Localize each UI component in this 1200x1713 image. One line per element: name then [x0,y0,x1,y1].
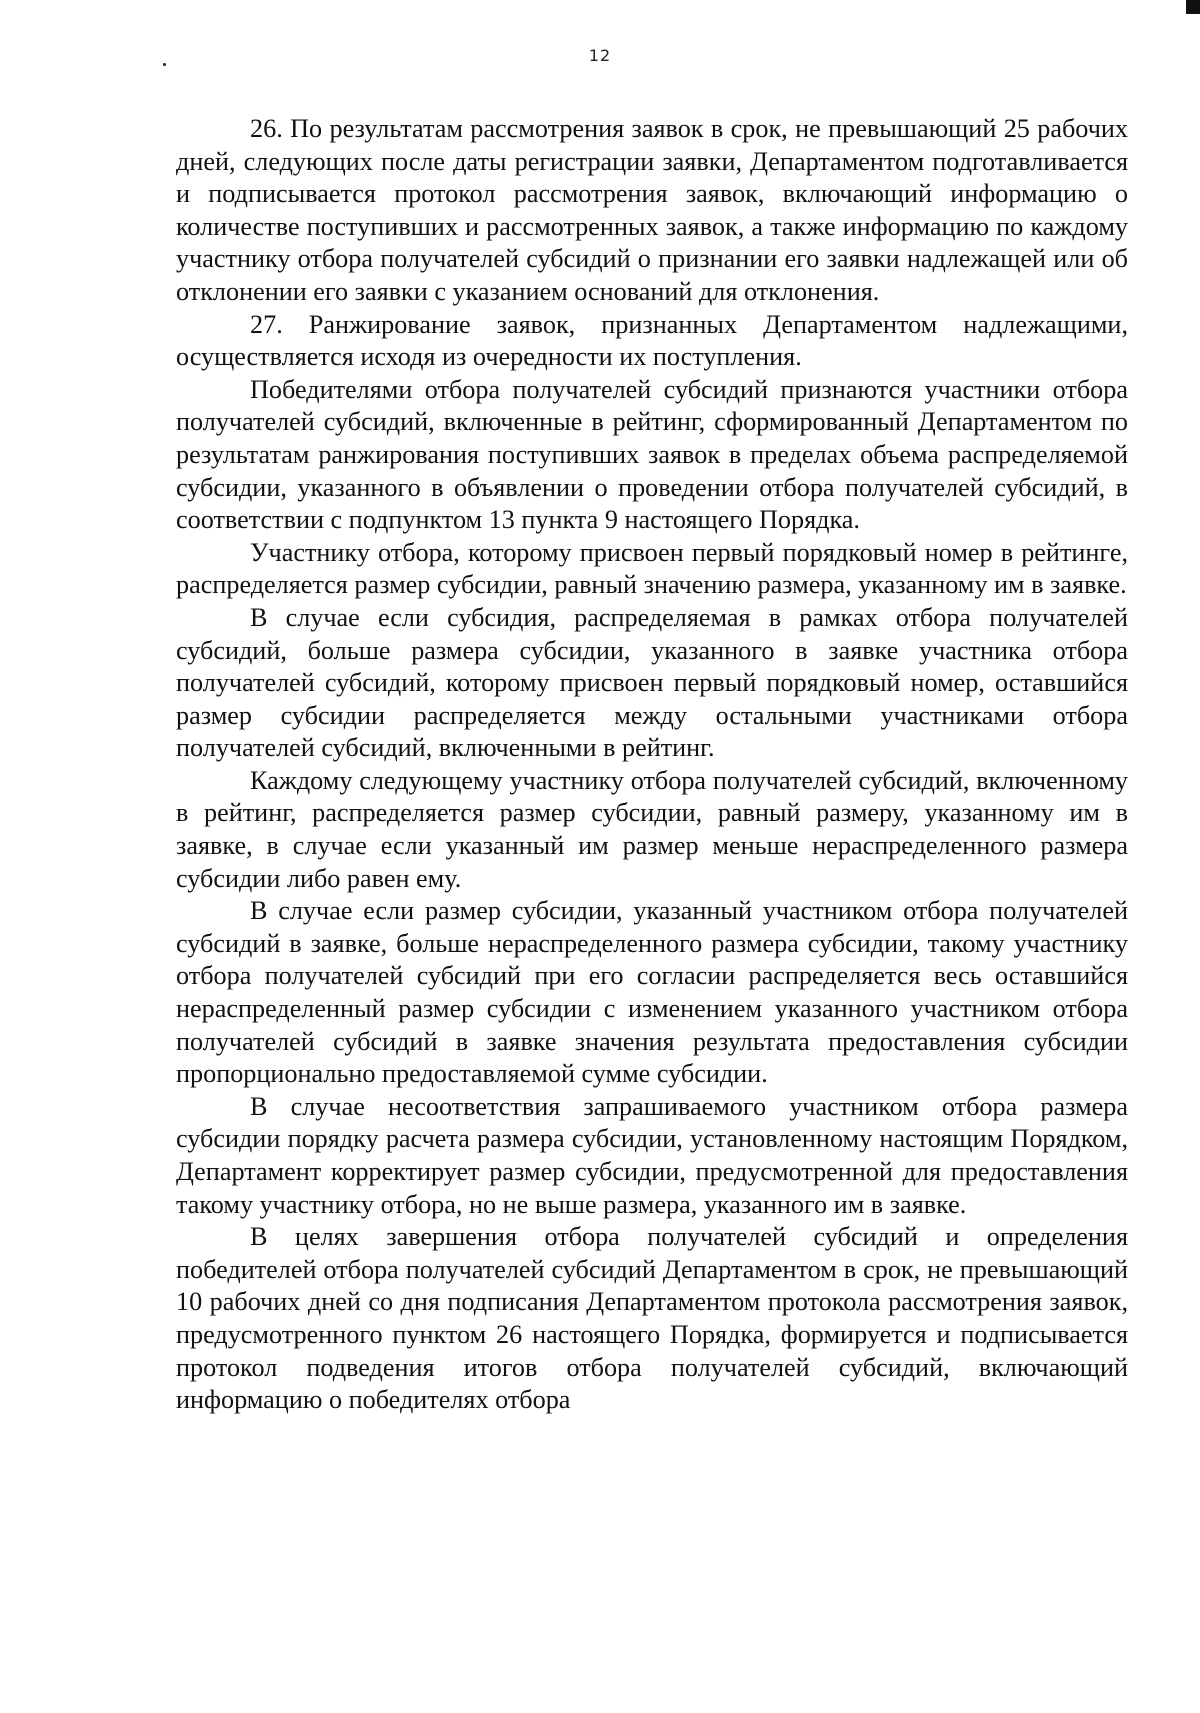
paragraph-remaining-distribution: В случае если субсидия, распределяемая в рамках отбора получателей субсидий, больше размера субсидии, указанного в заявке участника отбора получателей субсидий, которому присвоен первый порядковый номер, оставшийся размер субсидии распределяется между остальными участниками отбора получателей субсидий, включенными в рейтинг. [176,602,1128,763]
paragraph-26: 26. По результатам рассмотрения заявок в срок, не превышающий 25 рабочих дней, следующих после даты регистрации заявки, Департаментом подготавливается и подписывается протокол рассмотрения заявок, включающий информацию о количестве поступивших и рассмотренных заявок, а также информацию по каждому участнику отбора получателей субсидий о признании его заявки надлежащей или об отклонении его заявки с указанием оснований для отклонения. [176,114,1128,306]
scan-artifact-corner [1186,0,1200,14]
paragraph-final-protocol: В целях завершения отбора получателей субсидий и определения победителей отбора получателей субсидий Департаментом в срок, не превышающий 10 рабочих дней со дня подписания Департаментом протокола рассмотрения заявок, предусмотренного пунктом 26 настоящего Порядка, формируется и подписывается протокол подведения итогов отбора получателей субсидий, включающий информацию о победителях отбора [176,1222,1128,1415]
paragraph-winners: Победителями отбора получателей субсидий признаются участники отбора получателей субсидий, включенные в рейтинг, сформированный Департаментом по результатам ранжирования поступивших заявок в пределах объема распределяемой субсидии, указанного в объявлении о проведении отбора получателей субсидий, в соответствии с подпунктом 13 пункта 9 настоящего Порядка. [176,374,1128,535]
page-number: 12 [588,46,612,65]
paragraph-first-participant: Участнику отбора, которому присвоен первый порядковый номер в рейтинге, распределяется размер субсидии, равный значению размера, указанному им в заявке. [176,537,1128,600]
paragraph-mismatch-correction: В случае несоответствия запрашиваемого участником отбора размера субсидии порядку расчета размера субсидии, установленному настоящим Порядком, Департамент корректирует размер субсидии, предусмотренной для предоставления такому участнику отбора, но не выше размера, указанного им в заявке. [176,1091,1128,1219]
paragraph-27: 27. Ранжирование заявок, признанных Департаментом надлежащими, осуществляется исходя из очередности их поступления. [176,309,1128,372]
paragraph-next-participant: Каждому следующему участнику отбора получателей субсидий, включенному в рейтинг, распределяется размер субсидии, равный размеру, указанному им в заявке, в случае если указанный им размер меньше нераспределенного размера субсидии либо равен ему. [176,765,1128,893]
paragraph-exceeding-request: В случае если размер субсидии, указанный участником отбора получателей субсидий в заявке, больше нераспределенного размера субсидии, такому участнику отбора получателей субсидий при его согласии распределяется весь оставшийся нераспределенный размер субсидии с изменением указанного участником отбора получателей субсидий в заявке значения результата предоставления субсидии пропорционально предоставляемой сумме субсидии. [176,896,1128,1089]
document-body [176,113,1128,1417]
